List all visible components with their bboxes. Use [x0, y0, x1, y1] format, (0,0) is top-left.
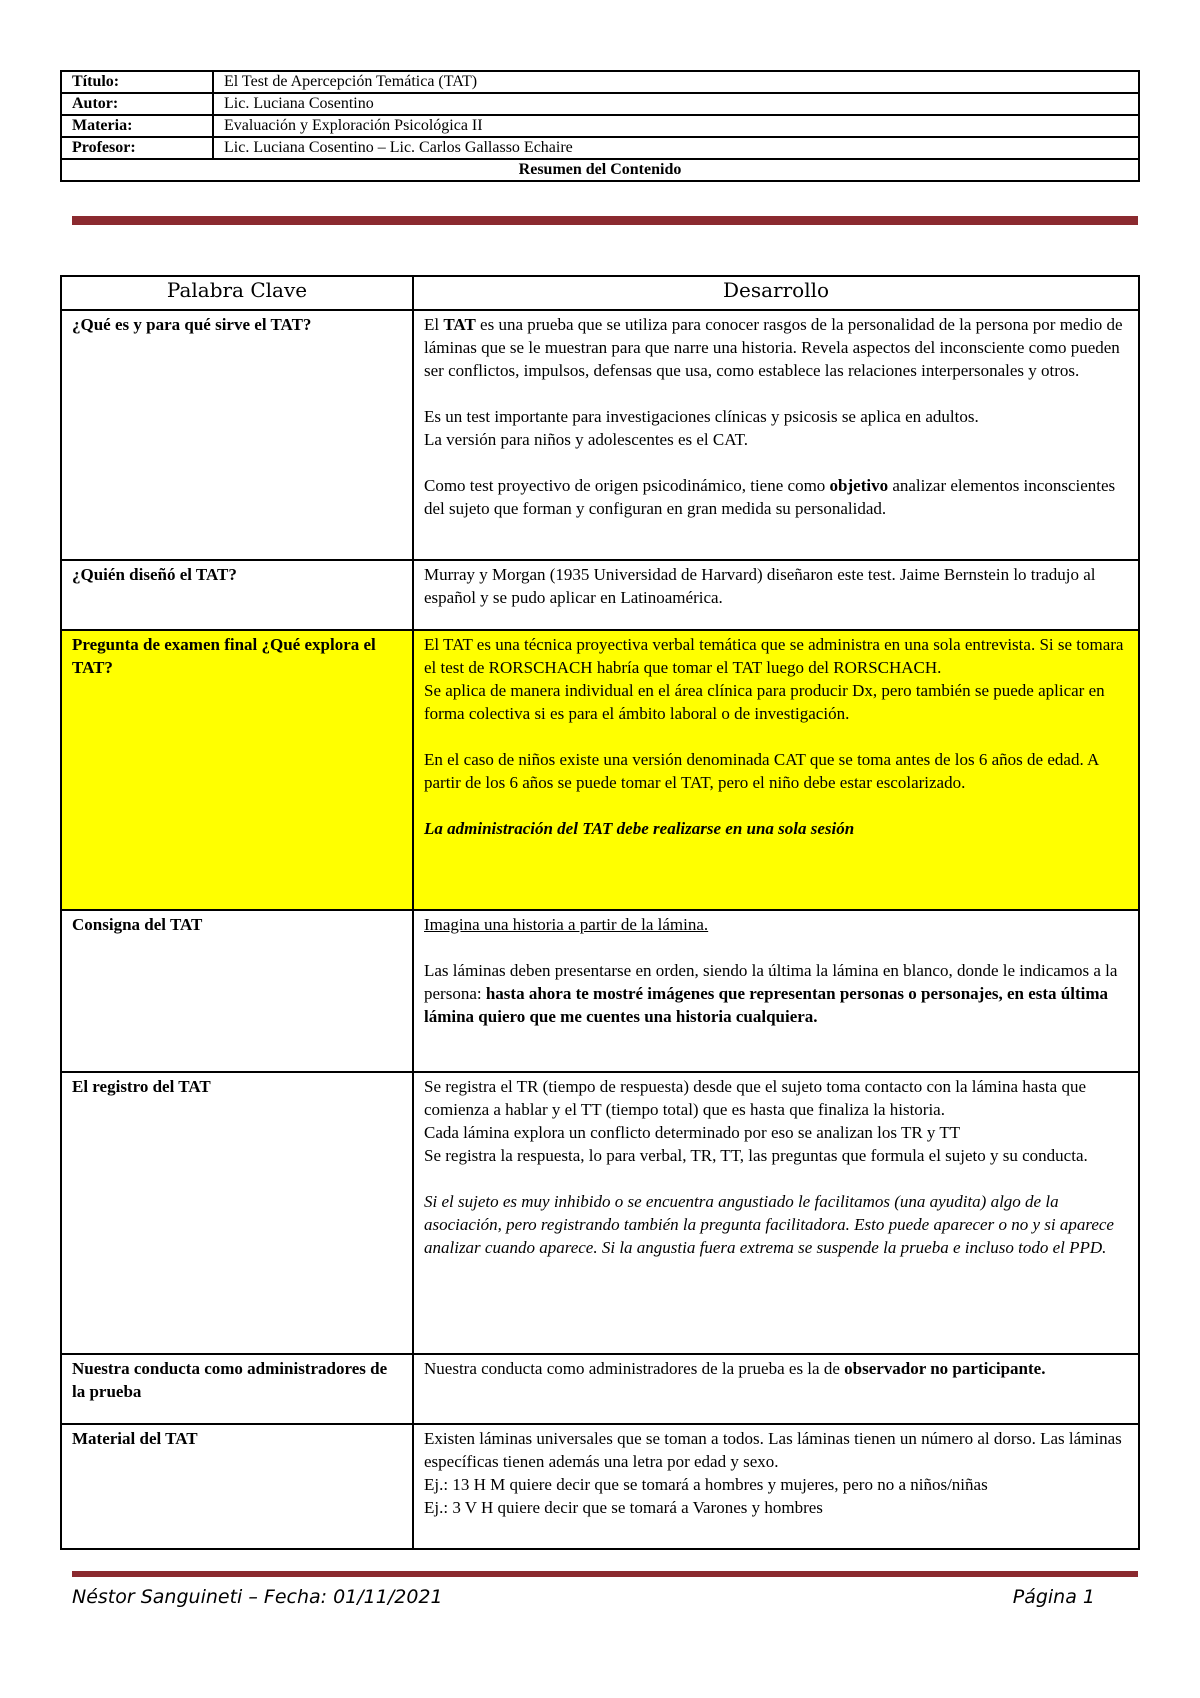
row-keyword: ¿Quién diseñó el TAT? — [61, 560, 413, 630]
row-keyword: El registro del TAT — [61, 1072, 413, 1354]
paragraph — [424, 474, 1128, 520]
paragraph: El TAT es una técnica proyectiva verbal temática que se administra en una sola entrevista. Si se tomara el test de RORSCHACH habría que tomar el TAT luego del RORSCHACH. — [424, 635, 1124, 677]
paragraph — [424, 959, 1128, 1028]
paragraph: Existen láminas universales que se toman a todos. Las láminas tienen un número al dorso. Las láminas específicas tienen además una letra por edad y sexo. — [424, 1429, 1122, 1471]
top-divider — [72, 216, 1138, 225]
row-keyword: Pregunta de examen final ¿Qué explora el TAT? — [61, 630, 413, 910]
row-content — [413, 630, 1139, 910]
text-run-bold: observador no participante. — [844, 1359, 1046, 1378]
paragraph: Se registra la respuesta, lo para verbal, TR, TT, las preguntas que formula el sujeto y su conducta. — [424, 1146, 1088, 1165]
document-meta-table — [60, 70, 1140, 182]
row-content — [413, 1072, 1139, 1354]
paragraph: Ej.: 3 V H quiere decir que se tomará a Varones y hombres — [424, 1498, 823, 1517]
table-row — [61, 560, 1139, 630]
row-content — [413, 1354, 1139, 1424]
paragraph-emphasis: La administración del TAT debe realizarse en una sola sesión — [424, 819, 855, 838]
content-table — [60, 275, 1140, 1550]
text-run: es una prueba que se utiliza para conocer rasgos de la personalidad de la persona por medio de láminas que se le muestran para que narre una historia. Revela aspectos del inconsciente como pueden ser conflictos, impulsos, defensas que usa, como establece las relaciones interpersonales y otros. — [424, 315, 1123, 380]
paragraph-italic: Si el sujeto es muy inhibido o se encuentra angustiado le facilitamos (una ayudita) algo de la asociación, pero registrando también la pregunta facilitadora. Esto puede aparecer o no y si aparece analizar cuando aparece. Si la angustia fuera extrema se suspende la prueba e incluso todo el PPD. — [424, 1192, 1114, 1257]
table-row — [61, 1424, 1139, 1549]
footer-page-number: Página 1 — [1012, 1586, 1095, 1608]
summary-heading: Resumen del Contenido — [61, 159, 1139, 181]
paragraph: Es un test importante para investigaciones clínicas y psicosis se aplica en adultos. — [424, 407, 979, 426]
meta-row-titulo — [61, 71, 1139, 93]
paragraph: En el caso de niños existe una versión denominada CAT que se toma antes de los 6 años de edad. A partir de los 6 años se puede tomar el TAT, pero el niño debe estar escolarizado. — [424, 750, 1099, 792]
row-keyword: ¿Qué es y para qué sirve el TAT? — [61, 310, 413, 560]
col-header-desarrollo: Desarrollo — [413, 276, 1139, 310]
paragraph: Ej.: 13 H M quiere decir que se tomará a hombres y mujeres, pero no a niños/niñas — [424, 1475, 988, 1494]
paragraph: Cada lámina explora un conflicto determinado por eso se analizan los TR y TT — [424, 1123, 961, 1142]
text-run: analizar elementos inconscientes del sujeto que forman y configuran en gran medida su personalidad. — [424, 476, 1116, 518]
meta-row-summary — [61, 159, 1139, 181]
table-header-row — [61, 276, 1139, 310]
text-run-bold: hasta ahora te mostré imágenes que representan personas o personajes, en esta última lámina quiero que me cuentes una historia cualquiera. — [424, 984, 1109, 1026]
titulo-value: El Test de Apercepción Temática (TAT) — [213, 71, 1139, 93]
row-content — [413, 560, 1139, 630]
paragraph: Se aplica de manera individual en el área clínica para producir Dx, pero también se puede aplicar en forma colectiva si es para el ámbito laboral o de investigación. — [424, 681, 1105, 723]
meta-row-autor — [61, 93, 1139, 115]
materia-label: Materia: — [61, 115, 213, 137]
meta-row-materia — [61, 115, 1139, 137]
meta-row-profesor — [61, 137, 1139, 159]
paragraph — [424, 313, 1128, 382]
autor-value: Lic. Luciana Cosentino — [213, 93, 1139, 115]
paragraph-underlined: Imagina una historia a partir de la lámina. — [424, 915, 709, 934]
row-content — [413, 310, 1139, 560]
table-row-highlighted — [61, 630, 1139, 910]
col-header-keyword: Palabra Clave — [61, 276, 413, 310]
text-run-bold: objetivo — [829, 476, 889, 495]
text-run-bold: TAT — [443, 315, 476, 334]
row-keyword: Consigna del TAT — [61, 910, 413, 1072]
autor-label: Autor: — [61, 93, 213, 115]
titulo-label: Título: — [61, 71, 213, 93]
table-row — [61, 1354, 1139, 1424]
footer-author-date: Néstor Sanguineti – Fecha: 01/11/2021 — [72, 1586, 443, 1608]
row-content — [413, 910, 1139, 1072]
text-run: Las láminas deben presentarse en orden, siendo la última la lámina en blanco, donde le indicamos a la persona: — [424, 961, 1118, 1003]
row-keyword: Material del TAT — [61, 1424, 413, 1549]
paragraph: Se registra el TR (tiempo de respuesta) desde que el sujeto toma contacto con la lámina hasta que comienza a hablar y el TT (tiempo total) que es hasta que finaliza la historia. — [424, 1077, 1086, 1119]
table-row — [61, 1072, 1139, 1354]
paragraph: Murray y Morgan (1935 Universidad de Harvard) diseñaron este test. Jaime Bernstein lo tradujo al español y se pudo aplicar en Latinoamérica. — [424, 565, 1096, 607]
text-run: Nuestra conducta como administradores de la prueba es la de — [424, 1359, 845, 1378]
table-row — [61, 910, 1139, 1072]
profesor-value: Lic. Luciana Cosentino – Lic. Carlos Gallasso Echaire — [213, 137, 1139, 159]
materia-value: Evaluación y Exploración Psicológica II — [213, 115, 1139, 137]
bottom-divider — [72, 1571, 1138, 1577]
paragraph: La versión para niños y adolescentes es el CAT. — [424, 430, 749, 449]
row-keyword: Nuestra conducta como administradores de la prueba — [61, 1354, 413, 1424]
text-run: Como test proyectivo de origen psicodinámico, tiene como — [424, 476, 830, 495]
text-run: El — [424, 315, 444, 334]
table-row — [61, 310, 1139, 560]
paragraph — [424, 1357, 1128, 1380]
row-content — [413, 1424, 1139, 1549]
profesor-label: Profesor: — [61, 137, 213, 159]
